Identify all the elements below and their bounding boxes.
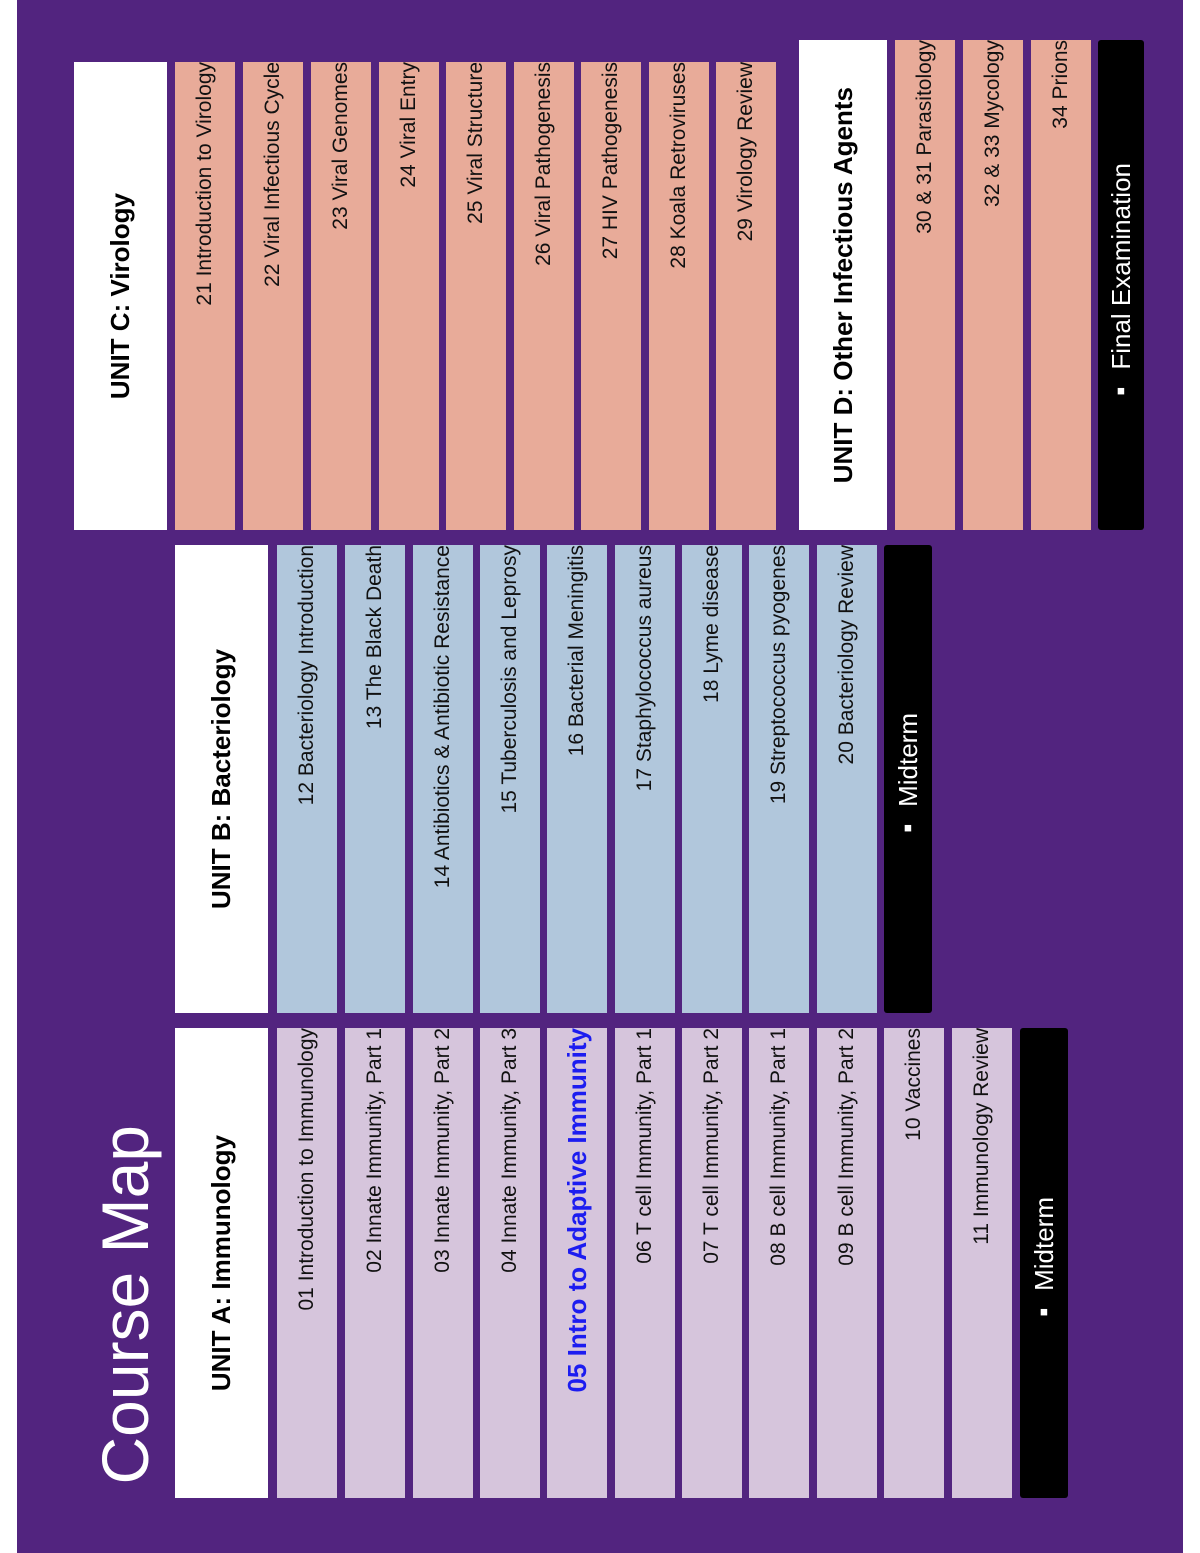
lecture-08: 08 B cell Immunity, Part 1: [749, 1028, 809, 1498]
lecture-03: 03 Innate Immunity, Part 2: [413, 1028, 473, 1498]
final-examination: ▪ Final Examination: [1098, 40, 1144, 530]
lecture-04: 04 Innate Immunity, Part 3: [480, 1028, 540, 1498]
lecture-26: 26 Viral Pathogenesis: [514, 62, 574, 530]
lecture-19: 19 Streptococcus pyogenes: [749, 545, 809, 1013]
lecture-17: 17 Staphylococcus aureus: [615, 545, 675, 1013]
lecture-29: 29 Virology Review: [716, 62, 776, 530]
lecture-05-current: 05 Intro to Adaptive Immunity: [547, 1028, 607, 1498]
unit-b-midterm: ▪ Midterm: [884, 545, 932, 1013]
lecture-28: 28 Koala Retroviruses: [649, 62, 709, 530]
lecture-24: 24 Viral Entry: [379, 62, 439, 530]
unit-d-header: UNIT D: Other Infectious Agents: [799, 40, 887, 530]
lecture-11: 11 Immunology Review: [952, 1028, 1012, 1498]
unit-b-header: UNIT B: Bacteriology: [175, 545, 268, 1013]
lecture-06: 06 T cell Immunity, Part 1: [615, 1028, 675, 1498]
unit-c-header: UNIT C: Virology: [74, 62, 167, 530]
lecture-34: 34 Prions: [1031, 40, 1091, 530]
lecture-30-31: 30 & 31 Parasitology: [895, 40, 955, 530]
lecture-01: 01 Introduction to Immunology: [277, 1028, 337, 1498]
lecture-07: 07 T cell Immunity, Part 2: [682, 1028, 742, 1498]
lecture-10: 10 Vaccines: [884, 1028, 944, 1498]
course-map-slide: [17, 0, 1183, 1553]
lecture-14: 14 Antibiotics & Antibiotic Resistance: [413, 545, 473, 1013]
lecture-32-33: 32 & 33 Mycology: [963, 40, 1023, 530]
lecture-23: 23 Viral Genomes: [311, 62, 371, 530]
lecture-20: 20 Bacteriology Review: [817, 545, 877, 1013]
lecture-13: 13 The Black Death: [345, 545, 405, 1013]
unit-a-header: UNIT A: Immunology: [175, 1028, 268, 1498]
lecture-15: 15 Tuberculosis and Leprosy: [480, 545, 540, 1013]
lecture-27: 27 HIV Pathogenesis: [581, 62, 641, 530]
unit-a-midterm: ▪ Midterm: [1020, 1028, 1068, 1498]
lecture-25: 25 Viral Structure: [446, 62, 506, 530]
lecture-22: 22 Viral Infectious Cycle: [243, 62, 303, 530]
page-title: Course Map: [88, 1125, 162, 1485]
lecture-09: 09 B cell Immunity, Part 2: [817, 1028, 877, 1498]
lecture-02: 02 Innate Immunity, Part 1: [345, 1028, 405, 1498]
lecture-16: 16 Bacterial Meningitis: [547, 545, 607, 1013]
lecture-21: 21 Introduction to Virology: [175, 62, 235, 530]
lecture-12: 12 Bacteriology Introduction: [277, 545, 337, 1013]
lecture-18: 18 Lyme disease: [682, 545, 742, 1013]
